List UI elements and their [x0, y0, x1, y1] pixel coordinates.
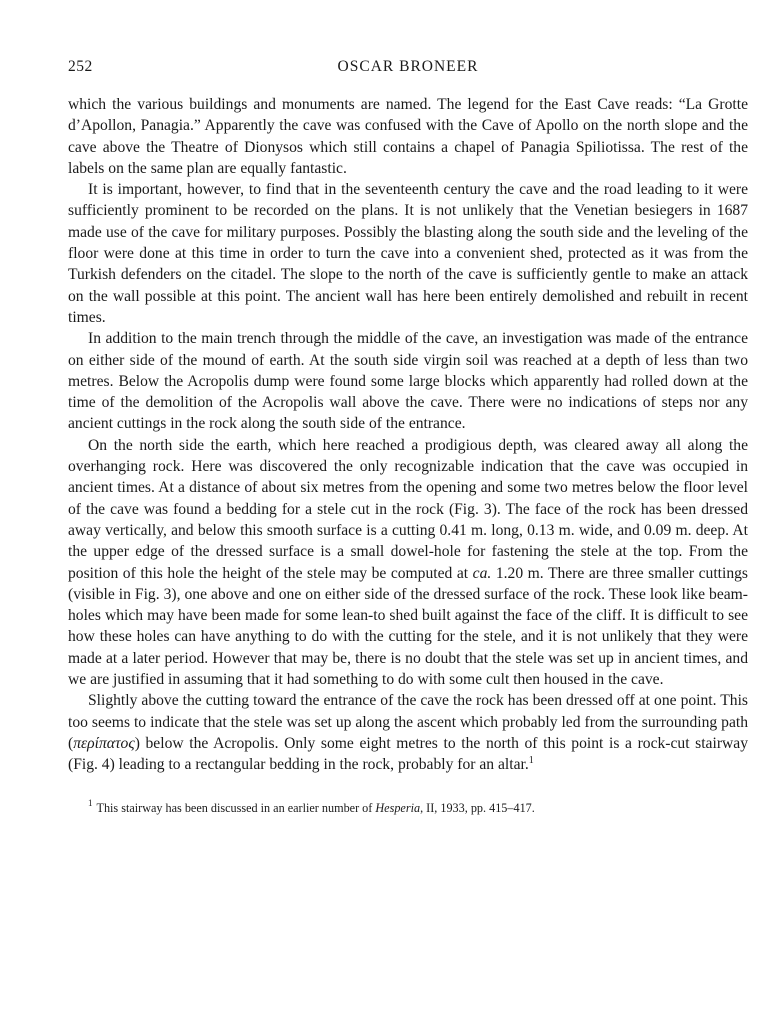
page-number: 252 [68, 58, 93, 75]
footnotes [68, 800, 748, 816]
paragraph-text: It is important, however, to find that in the seventeenth century the cave and the road leading to it were sufficiently prominent to be recorded on the plans. It is not unlikely that the Venetian besiegers in 1687 made use of the cave for military purposes. Possibly the blasting along the south side and the leveling of the floor were done at this time in order to turn the cave into a convenient shed, protected as it was from the Turkish defenders on the citadel. The slope to the north of the cave is sufficiently gentle to make an attack on the wall possible at this point. The ancient wall has here been entirely demolished and rebuilt in recent times. [68, 181, 748, 326]
body-text [68, 94, 748, 776]
journal-title: Hesperia [375, 800, 421, 815]
footnote-mark: 1 [88, 798, 93, 809]
paragraph-5 [68, 690, 748, 775]
paragraph-text: In addition to the main trench through the middle of the cave, an investigation was made of the entrance on either side of the mound of earth. At the south side virgin soil was reached at a depth of less than two metres. Below the Acropolis dump were found some large blocks which apparently had rolled down at the time of the demolition of the Acropolis wall above the cave. There were no indications of steps nor any ancient cuttings in the rock along the south side of the entrance. [68, 330, 748, 433]
page-header [68, 58, 748, 82]
abbreviation-circa: ca. [472, 564, 492, 582]
paragraph-text: 1.20 m. There are three smaller cuttings (visible in Fig. 3), one above and one on either side of the dressed surface of the rock. These look like beam-holes which may have been made for some lean-to shed built against the face of the cliff. It is difficult to see how these holes can have anything to do with the cutting for the stele, and it is not unlikely that they were made at a later period. However that may be, there is no doubt that the stele was set up in ancient times, and we are justified in assuming that it had something to do with some cult then housed in the cave. [68, 564, 748, 689]
paragraph-3 [68, 328, 748, 434]
paragraph-text: which the various buildings and monuments are named. The legend for the East Cave reads: “La Grotte d’Apollon, Panagia.” Apparently the cave was confused with the Cave of Apollo on the north slope and the cave above the Theatre of Dionysos which still contains a chapel of Panagia Spiliotissa. The rest of the labels on the same plan are equally fantastic. [68, 96, 748, 177]
paragraph-2 [68, 179, 748, 328]
paragraph-text: ) below the Acropolis. Only some eight metres to the north of this point is a rock-cut stairway (Fig. 4) leading to a rectangular bedding in the rock, probably for an altar. [68, 734, 748, 774]
paragraph-1 [68, 94, 748, 179]
greek-term: περίπατος [73, 734, 135, 752]
running-title: OSCAR BRONEER [337, 58, 479, 75]
footnote-reference[interactable]: 1 [528, 755, 534, 767]
footnote-text: , II, 1933, pp. 415–417. [420, 800, 535, 815]
footnote-text: This stairway has been discussed in an earlier number of [96, 800, 376, 815]
page [68, 58, 748, 816]
paragraph-text: On the north side the earth, which here reached a prodigious depth, was cleared away all along the overhanging rock. Here was discovered the only recognizable indication that the cave was occupied in ancient times. At a distance of about six metres from the opening and some two metres below the floor level of the cave was found a bedding for a stele cut in the rock (Fig. 3). The face of the rock has been dressed away vertically, and below this smooth surface is a cutting 0.41 m. long, 0.13 m. wide, and 0.09 m. deep. At the upper edge of the dressed surface is a small dowel-hole for fastening the stele at the top. From the position of this hole the height of the stele may be computed at [68, 436, 748, 582]
paragraph-4 [68, 435, 748, 691]
paragraph-text: Slightly above the cutting toward the entrance of the cave the rock has been dressed off at one point. This too seems to indicate that the stele was set up along the ascent which probably led from the surrounding path ( [68, 692, 748, 752]
